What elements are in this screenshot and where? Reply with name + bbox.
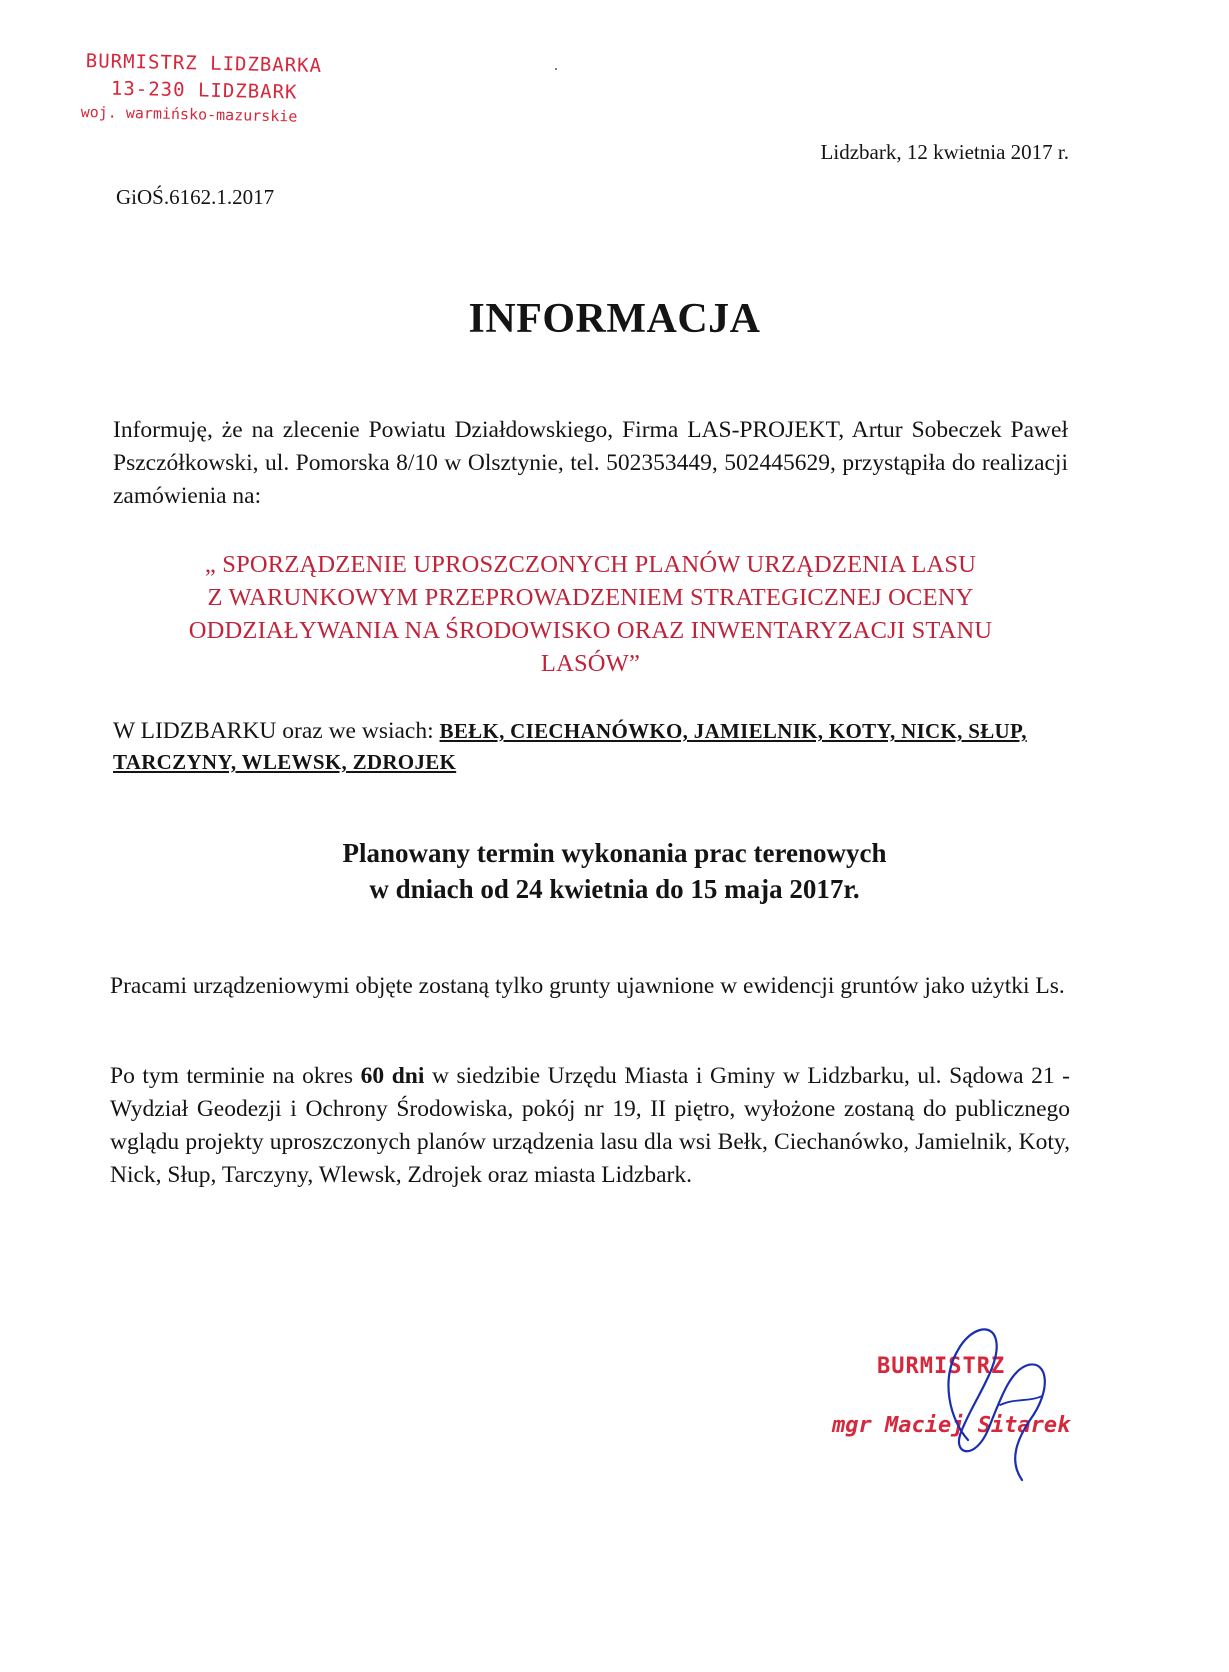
term-line-2: w dniach od 24 kwietnia do 15 maja 2017r.	[369, 874, 860, 904]
quote-line-3: ODDZIAŁYWANIA NA ŚRODOWISKO ORAZ INWENTARYZACJI STANU	[188, 617, 993, 644]
villages-list: BEŁK, CIECHANÓWKO, JAMIELNIK, KOTY, NICK, SŁUP, TARCZYNY, WLEWSK, ZDROJEK	[113, 719, 1027, 774]
scan-speck	[555, 68, 557, 70]
office-stamp	[81, 50, 352, 127]
stamp-line-3: woj. warmińsko-mazurskie	[80, 102, 298, 126]
intro-paragraph: Informuję, że na zlecenie Powiatu Działdowskiego, Firma LAS-PROJEKT, Artur Sobeczek Paweł Pszczółkowski, ul. Pomorska 8/10 w Olsztynie, tel. 502353449, 502445629, przystąpiła do realizacji zamówienia na:	[113, 417, 1068, 509]
handwritten-signature	[930, 1310, 1070, 1490]
signatory-name: mgr Maciej Sitarek	[832, 1413, 1071, 1438]
term-line-1: Planowany termin wykonania prac terenowych	[342, 838, 887, 868]
document-date: Lidzbark, 12 kwietnia 2017 r.	[820, 140, 1069, 164]
quote-line-4: LASÓW”	[540, 650, 641, 677]
scope-paragraph: Pracami urządzeniowymi objęte zostaną tylko grunty ujawnione w ewidencji gruntów jako użytki Ls.	[110, 973, 1065, 999]
stamp-line-1: BURMISTRZ LIDZBARKA	[85, 50, 323, 78]
public-review-paragraph	[110, 1060, 1070, 1192]
quote-line-1: „ SPORZĄDZENIE UPROSZCZONYCH PLANÓW URZĄDZENIA LASU	[204, 551, 977, 578]
quote-line-2: Z WARUNKOWYM PRZEPROWADZENIEM STRATEGICZNEJ OCENY	[207, 584, 974, 611]
signature-title: BURMISTRZ	[877, 1354, 1006, 1379]
reference-number: GiOŚ.6162.1.2017	[116, 185, 275, 209]
review-text-before: Po tym terminie na okres	[110, 1063, 361, 1089]
review-period: 60 dni	[360, 1063, 425, 1089]
document-title: INFORMACJA	[468, 296, 761, 342]
fieldwork-term	[0, 835, 1229, 907]
review-text-after: w siedzibie Urzędu Miasta i Gminy w Lidzbarku, ul. Sądowa 21 - Wydział Geodezji i Ochrony Środowiska, pokój nr 19, II piętro, wyłożone zostaną do publicznego wglądu projekty uproszczonych planów urządzenia lasu dla wsi Bełk, Ciechanówko, Jamielnik, Koty, Nick, Słup, Tarczyny, Wlewsk, Zdrojek oraz miasta Lidzbark.	[110, 1063, 1071, 1188]
stamp-line-2: 13-230 LIDZBARK	[110, 77, 298, 104]
villages-intro: W LIDZBARKU oraz we wsiach:	[113, 718, 440, 744]
contract-subject-quote	[113, 548, 1068, 680]
villages-paragraph	[113, 716, 1073, 778]
